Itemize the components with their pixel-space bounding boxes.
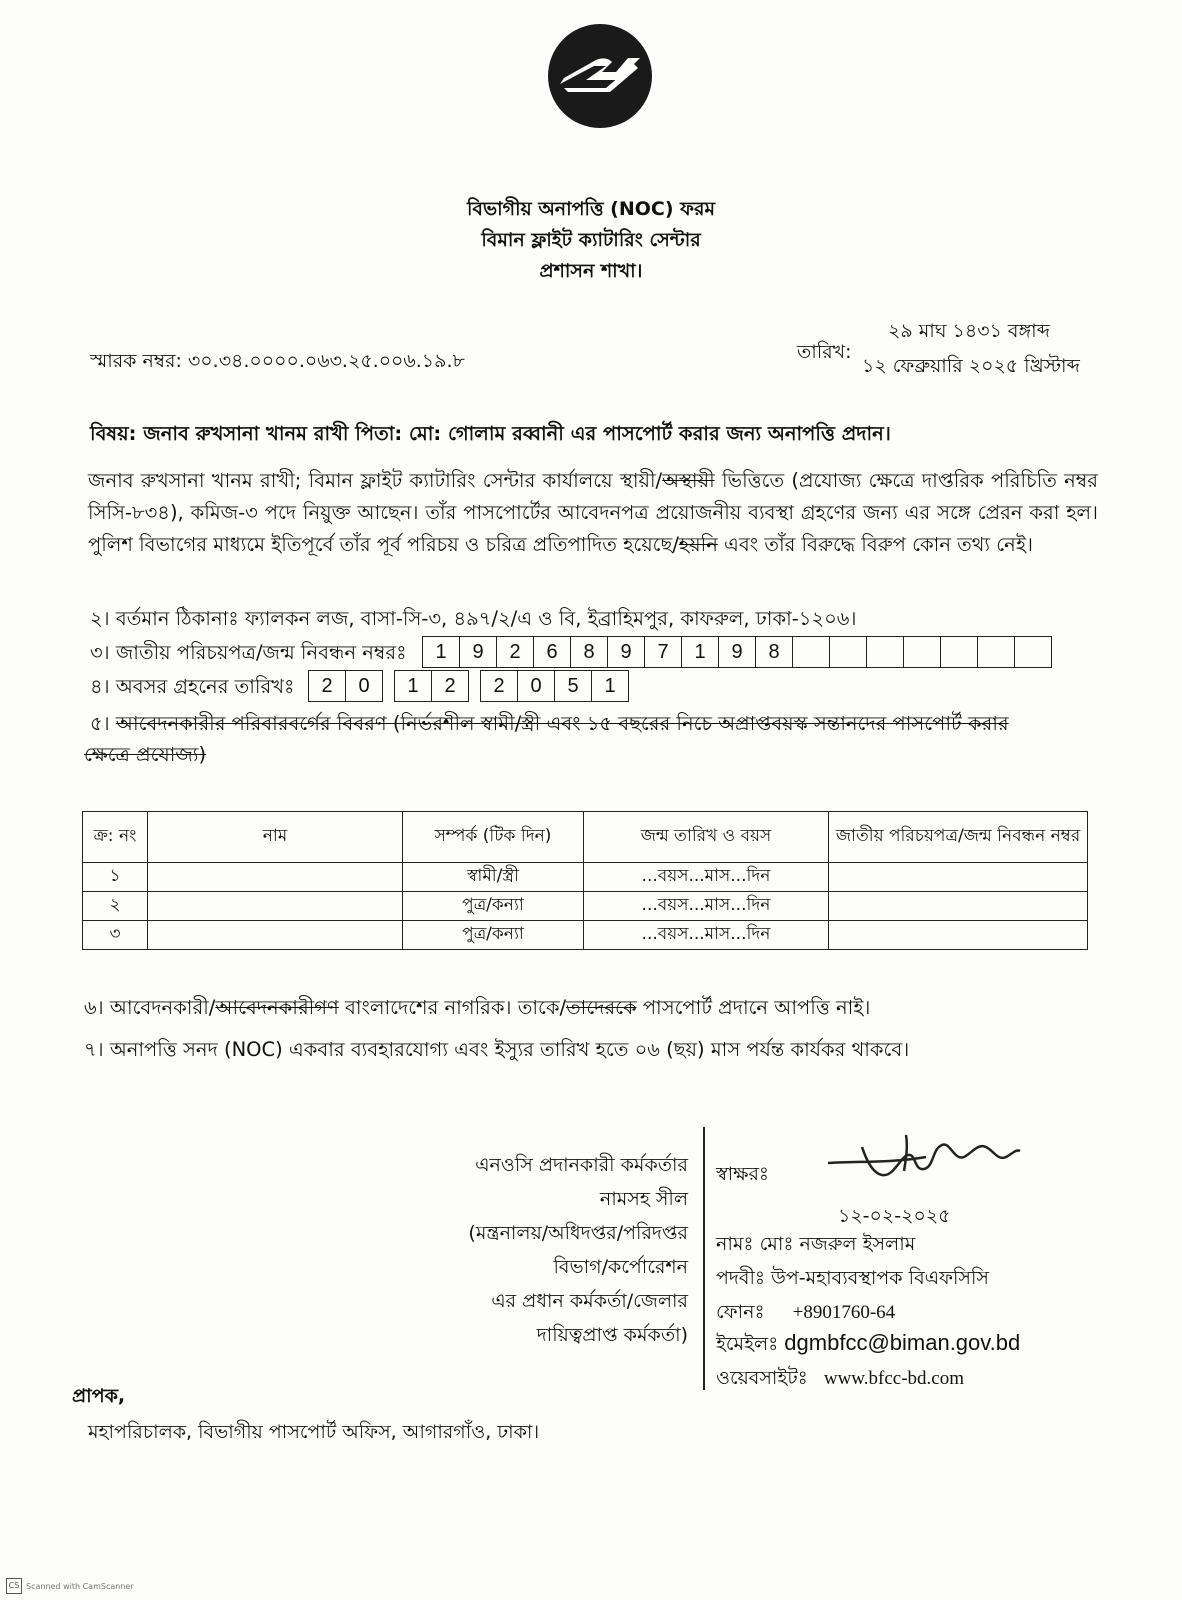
day-digit: 2 <box>308 670 346 702</box>
memo-label: স্মারক নম্বর: <box>90 350 182 372</box>
table-header-row <box>83 812 1088 863</box>
phone-label: ফোনঃ <box>716 1301 765 1323</box>
issuer-line: এর প্রধান কর্মকর্তা/জেলার <box>491 1290 688 1312</box>
body-paragraph <box>88 465 1098 561</box>
organization-name: বিমান ফ্লাইট ক্যাটারিং সেন্টার <box>481 229 701 251</box>
nid-digit: 1 <box>422 636 460 668</box>
cell <box>829 863 1088 892</box>
issuer-line: দায়িত্বপ্রাপ্ত কর্মকর্তা) <box>536 1324 688 1346</box>
cell <box>829 892 1088 921</box>
month-digit: 2 <box>431 670 469 702</box>
signatory-name: নামঃ মোঃ নজরুল ইসলাম <box>716 1233 916 1255</box>
day-digit: 0 <box>345 670 383 702</box>
year-digit: 5 <box>554 670 592 702</box>
memo-value: ৩০.৩৪.০০০০.০৬৩.২৫.০০৬.১৯.৮ <box>187 350 465 372</box>
email-value[interactable]: dgmbfcc@biman.gov.bd <box>784 1330 1021 1355</box>
family-details-heading <box>90 710 1009 742</box>
address-line: ২। বর্তমান ঠিকানাঃ ফ্যালকন লজ, বাসা-সি-৩, ৪৯৭/২/এ ও বি, ইব্রাহিমপুর, কাফরুল, ঢাকা-১২০৬। <box>90 607 857 630</box>
cell <box>148 892 403 921</box>
memo-number <box>90 347 465 379</box>
issuer-line: এনওসি প্রদানকারী কর্মকর্তার <box>475 1154 688 1176</box>
cell: পুত্র/কন্যা <box>403 892 584 921</box>
cell <box>829 921 1088 950</box>
issuer-line: নামসহ সীল <box>599 1188 688 1210</box>
table-row <box>83 892 1088 921</box>
nid-digit: 9 <box>607 636 645 668</box>
col-name: নাম <box>148 812 403 863</box>
struck-temporary: অস্থায়ী <box>662 469 715 492</box>
nid-digit: 1 <box>681 636 719 668</box>
phone-row <box>716 1298 895 1330</box>
para-text-3: এবং তাঁর বিরুদ্ধে বিরুপ কোন তথ্য নেই। <box>717 533 1033 556</box>
biman-logo-icon <box>546 22 654 130</box>
cell <box>148 921 403 950</box>
nid-digit <box>1014 636 1052 668</box>
date-bangla: ২৯ মাঘ ১৪৩১ বঙ্গাব্দ <box>888 320 1050 342</box>
nid-digit <box>829 636 867 668</box>
signature-date: ১২-০২-২০২৫ <box>838 1205 951 1227</box>
nid-label: ৩। জাতীয় পরিচয়পত্র/জন্ম নিবন্ধন নম্বরঃ <box>90 641 407 664</box>
retirement-date-boxes <box>309 670 629 702</box>
cell: ৩ <box>83 921 148 950</box>
nid-digit: 8 <box>755 636 793 668</box>
signatory-designation: পদবীঃ উপ-মহাব্যবস্থাপক বিএফসিসি <box>716 1267 989 1289</box>
date-label: তারিখ: <box>797 341 852 363</box>
handwritten-signature <box>822 1127 1022 1187</box>
family-table <box>82 811 1088 950</box>
nid-digit: 7 <box>644 636 682 668</box>
cell: ২ <box>83 892 148 921</box>
year-digit: 2 <box>480 670 518 702</box>
struck-family-heading: আবেদনকারীর পরিবারবর্গের বিবরণ (নির্ভরশীল স্বামী/স্ত্রী এবং ১৫ বছরের নিচে অপ্রাপ্তবয়স্ক সন্তানদের পাসপোর্ট করার <box>115 712 1009 735</box>
cell: ১ <box>83 863 148 892</box>
item6-text-c: পাসপোর্ট প্রদানে আপত্তি নাই। <box>636 996 871 1019</box>
recipient-address: মহাপরিচালক, বিভাগীয় পাসপোর্ট অফিস, আগারগাঁও, ঢাকা। <box>88 1421 540 1443</box>
phone-value: +8901760-64 <box>792 1302 896 1323</box>
table-row <box>83 863 1088 892</box>
nid-digit <box>792 636 830 668</box>
cell: ...বয়স...মাস...দিন <box>584 892 829 921</box>
section-name: প্রশাসন শাখা। <box>539 260 643 282</box>
date-gregorian: ১২ ফেব্রুয়ারি ২০২৫ খ্রিস্টাব্দ <box>862 355 1080 377</box>
col-serial: ক্র: নং <box>83 812 148 863</box>
struck-them: তাদেরকে <box>566 996 637 1019</box>
item6-text-b: বাংলাদেশের নাগরিক। তাকে/ <box>338 996 567 1019</box>
recipient-label: প্রাপক, <box>72 1385 126 1407</box>
scanner-watermark: Scanned with CamScanner <box>26 1582 134 1591</box>
retirement-date-label: ৪। অবসর গ্রহনের তারিখঃ <box>90 675 295 698</box>
email-row <box>716 1330 1020 1362</box>
col-relation: সম্পর্ক (টিক দিন) <box>403 812 584 863</box>
struck-family-heading-cont: ক্ষেত্রে প্রযোজ্য) <box>84 743 207 766</box>
struck-not-verified: হয়নি <box>678 533 718 556</box>
cell: ...বয়স...মাস...দিন <box>584 863 829 892</box>
website-value[interactable]: www.bfcc-bd.com <box>823 1368 965 1389</box>
nid-digit <box>903 636 941 668</box>
nid-digit: 9 <box>718 636 756 668</box>
email-label: ইমেইলঃ <box>716 1333 779 1355</box>
nid-digit <box>977 636 1015 668</box>
form-title: বিভাগীয় অনাপত্তি (NOC) ফরম <box>466 198 716 220</box>
table-row <box>83 921 1088 950</box>
nid-digit: 9 <box>459 636 497 668</box>
cell: পুত্র/কন্যা <box>403 921 584 950</box>
nid-digit <box>940 636 978 668</box>
citizenship-statement <box>84 994 870 1026</box>
issuer-description <box>360 1148 688 1352</box>
divider-line <box>703 1127 705 1390</box>
website-label: ওয়েবসাইটঃ <box>716 1367 808 1389</box>
cell: স্বামী/স্ত্রী <box>403 863 584 892</box>
nid-digit: 2 <box>496 636 534 668</box>
struck-applicants: আবেদনকারীগণ <box>215 996 339 1019</box>
nid-digit: 6 <box>533 636 571 668</box>
year-digit: 1 <box>591 670 629 702</box>
nid-number-boxes <box>423 636 1052 668</box>
issuer-line: (মন্ত্রনালয়/অধিদপ্তর/পরিদপ্তর <box>468 1222 688 1244</box>
month-digit: 1 <box>394 670 432 702</box>
nid-digit: 8 <box>570 636 608 668</box>
col-birthdate: জন্ম তারিখ ও বয়স <box>584 812 829 863</box>
para-text-1: জনাব রুখসানা খানম রাখী; বিমান ফ্লাইট ক্যাটারিং সেন্টার কার্যালয়ে স্থায়ী/ <box>88 469 663 492</box>
signature-label: স্বাক্ষরঃ <box>716 1163 770 1185</box>
item6-text-a: ৬। আবেদনকারী/ <box>84 996 216 1019</box>
cell <box>148 863 403 892</box>
cell: ...বয়স...মাস...দিন <box>584 921 829 950</box>
camscanner-icon: CS <box>6 1578 22 1594</box>
issuer-line: বিভাগ/কর্পোরেশন <box>553 1256 688 1278</box>
item5-number: ৫। <box>90 712 116 735</box>
para-text-2: ভিত্তিতে (প্রযোজ্য ক্ষেত্রে দাপ্তরিক পরিচিতি নম্বর সিসি-৮৩৪), কমিজ-৩ পদে নিয়ুক্ত আছেন। তাঁর পাসপোর্টের আবেদনপত্র প্রয়োজনীয় ব্যবস্থা গ্রহণের জন্য এর সঙ্গে প্রেরন করা হল। পুলিশ বিভাগের মাধ্যমে ইতিপূর্বে তাঁর পূর্ব পরিচয় ও চরিত্র প্রতিপাদিত হয়েছে/ <box>88 469 1098 556</box>
website-row <box>716 1364 964 1396</box>
subject-line: বিষয়: জনাব রুখসানা খানম রাখী পিতা: মো: গোলাম রব্বানী এর পাসপোর্ট করার জন্য অনাপত্তি প্রদান। <box>90 422 891 445</box>
nid-digit <box>866 636 904 668</box>
year-digit: 0 <box>517 670 555 702</box>
validity-statement: ৭। অনাপত্তি সনদ (NOC) একবার ব্যবহারযোগ্য এবং ইস্যুর তারিখ হতে ০৬ (ছয়) মাস পর্যন্ত কার্যকর থাকবে। <box>84 1038 910 1061</box>
col-nid: জাতীয় পরিচয়পত্র/জন্ম নিবন্ধন নম্বর <box>829 812 1088 863</box>
